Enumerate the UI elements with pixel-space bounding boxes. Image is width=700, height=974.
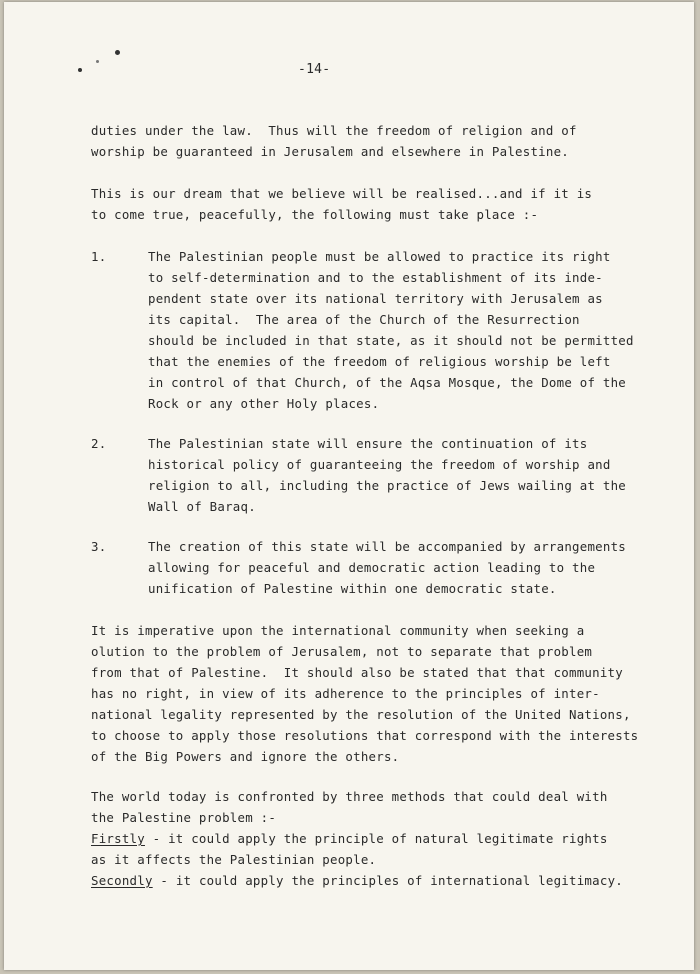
list-item-line: The Palestinian state will ensure the continuation of its (148, 436, 588, 451)
list-item-line: pendent state over its national territory with Jerusalem as (148, 291, 603, 306)
list-item-line: Wall of Baraq. (148, 499, 256, 514)
method-line-secondly (91, 873, 623, 889)
paragraph-line: It is imperative upon the international community when seeking a (91, 623, 585, 638)
paragraph-line: worship be guaranteed in Jerusalem and elsewhere in Palestine. (91, 144, 570, 159)
method-line-firstly (91, 831, 608, 847)
paragraph-line: duties under the law. Thus will the freedom of religion and of (91, 123, 577, 138)
method-text-firstly: - it could apply the principle of natural legitimate rights (144, 831, 608, 846)
method-label-firstly: Firstly (91, 831, 145, 846)
paragraph-line: has no right, in view of its adherence to the principles of inter- (91, 686, 600, 701)
paragraph-line: olution to the problem of Jerusalem, not to separate that problem (91, 644, 593, 659)
list-item-line: in control of that Church, of the Aqsa Mosque, the Dome of the (148, 375, 627, 390)
ink-mark (78, 68, 82, 72)
list-item-line: that the enemies of the freedom of religious worship be left (148, 354, 611, 369)
document-page (4, 2, 694, 970)
list-item-line: allowing for peaceful and democratic action leading to the (148, 560, 596, 575)
paragraph-line: to choose to apply those resolutions that correspond with the interests (91, 728, 639, 743)
list-item-number: 1. (91, 249, 107, 264)
paragraph-line: national legality represented by the resolution of the United Nations, (91, 707, 631, 722)
list-item-line: Rock or any other Holy places. (148, 396, 380, 411)
paragraph-line: to come true, peacefully, the following must take place :- (91, 207, 539, 222)
list-item-number: 2. (91, 436, 107, 451)
list-item-line: unification of Palestine within one democratic state. (148, 581, 557, 596)
list-item-line: historical policy of guaranteeing the freedom of worship and (148, 457, 611, 472)
list-item-line: The creation of this state will be accompanied by arrangements (148, 539, 627, 554)
page-number: -14- (298, 62, 331, 77)
paragraph-line: of the Big Powers and ignore the others. (91, 749, 400, 764)
paragraph-line: from that of Palestine. It should also be stated that that community (91, 665, 623, 680)
method-continuation: as it affects the Palestinian people. (91, 852, 377, 867)
paragraph-line: the Palestine problem :- (91, 810, 277, 825)
paragraph-line: This is our dream that we believe will be realised...and if it is (91, 186, 593, 201)
ink-mark (96, 60, 99, 63)
list-item-line: should be included in that state, as it should not be permitted (148, 333, 634, 348)
list-item-line: religion to all, including the practice of Jews wailing at the (148, 478, 627, 493)
method-label-secondly: Secondly (91, 873, 153, 888)
list-item-line: its capital. The area of the Church of the Resurrection (148, 312, 580, 327)
method-text-secondly: - it could apply the principles of international legitimacy. (152, 873, 623, 888)
ink-mark (115, 50, 120, 55)
list-item-line: to self-determination and to the establishment of its inde- (148, 270, 603, 285)
list-item-number: 3. (91, 539, 107, 554)
list-item-line: The Palestinian people must be allowed to practice its right (148, 249, 611, 264)
paragraph-line: The world today is confronted by three methods that could deal with (91, 789, 608, 804)
